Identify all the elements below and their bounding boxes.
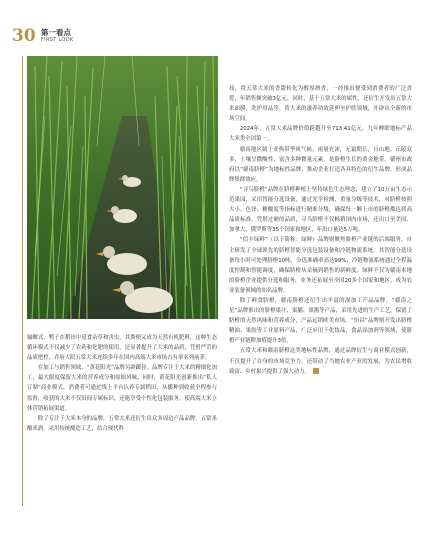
closing-paragraph	[229, 346, 412, 376]
end-of-article-mark	[313, 368, 319, 374]
paragraph: 除了专注于大米本身的品牌，五常大米还衍生出众多周边产品品牌。五常米酿米酒，采用传统酿造工艺，结合现代科	[27, 415, 217, 432]
paragraph: 除了鲜食脐橙，赣南脐橙还衍生出丰富的深加工产品品牌。“赣南之星”品牌推出的脐橙果汁、果脯、果酱等产品，采用先进的生产工艺，保留了脐橙的天然风味和营养成分，产品远销欧美市场。“恒昌”品牌则开发出脐橙精油、果胶等工业原料产品，广泛应用于化妆品、食品添加剂等领域，使脐橙产业链附加值提升3倍。	[229, 297, 412, 345]
paragraph: “寻乌脐橙”品牌在脐橙种植上坚持绿色生态理念，建立了10万亩生态示范果园，采用智能分选设备，通过光学检测、重量分级等技术，对脐橙按照大小、色泽、糖酸度等指标进行精准分级，确保每一颗上市的脐橙都达到高品质标准。凭借过硬的品质，寻乌脐橙不仅畅销国内市场，还出口至美国、加拿大、俄罗斯等35个国家和地区，年出口量达5万吨。	[229, 186, 412, 234]
paragraph: 技，将五常大米的香甜转化为醇厚酒香，一经推出便受到消费者的广泛喜爱，年销售额突破3亿元。同时，基于五常大米的属性，还衍生开发出五常大米面膜、洗护用品等，将大米的滋养功效延伸至护肤领域，开辟出全新的市场空间。	[229, 86, 412, 123]
section-subtitle: FIRST LOOK	[41, 37, 74, 43]
paragraph: 输螺式，鸭子在稻田中觅食杂草和害虫，其粪便又成为天然有机肥料，这种生态循环模式不仅减少了农药和化肥的使用，还显著提升了大米的品质，凭借严苛的品质把控，乔府大院五常大米连续多年在国内高端大米市场占有率名列前茅。	[27, 335, 217, 362]
page-number: 30	[12, 26, 36, 46]
paragraph: 赣南地区属于亚热带季风气候，雨量充沛，无霜期长，且山地、丘陵众多，土壤呈微酸性，富含多种微量元素，是脐橙生长的黄金地带。赣州市政府以“赣南脐橙”为地标性品牌，推动企业打造各具特色的衍生品牌，形成品牌集群效应。	[229, 146, 412, 183]
paragraph: 在加工与销售领域，“黄花阳光”品牌另辟蹊径。品牌专注于大米的精细化加工，最大限度保留大米的营养成分和原始风味。同时，黄花阳光创新推出“私人订制”商业模式，消费者可通过线上平台认养专属稻田，从播种到收获全程参与监督，收获的大米不仅田间专属标识，还能享受个性化包装服务，使高端大米立体营销拓展渠道。	[27, 365, 217, 412]
right-text-column	[229, 84, 412, 377]
paragraph-text: 五常大米和赣南脐橙这类地标性品牌，通过品牌衍生与商业模式创新，不仅提升了自身的市场竞争力，还带动了当地农业产业的发展，为农民增收致富、乡村振兴提供了强大动力。	[229, 348, 412, 375]
paragraph: 2024年，五常大米品牌价值跨越升至713.41亿元，九年蝉联地标产品大米类全国第一。	[229, 126, 412, 143]
margin-rule	[22, 56, 23, 506]
ducks-in-rice-paddy-photo	[27, 56, 218, 319]
photo-illustration	[27, 56, 218, 319]
paragraph: “信丰绿鲜”（以下简称：绿鲜）品牌则聚焦脐橙产业链的后端服务，自主研发了全球领先的脐橙智能分选包装设备和冷链物流系统。其智能分选设备每小时可处理脐橙10吨，分选准确率高达99%；冷链物流系统通过全程温度控制和智能调度，确保脐橙从采摘到销售的新鲜度。绿鲜不仅为赣南本地的脐橙企业提供分选和服务，业务还拓展至全国20多个国家和地区，成为农业装备领域的知名品牌。	[229, 237, 412, 294]
left-text-column	[27, 333, 217, 434]
section-title: 第一看点	[41, 28, 71, 37]
